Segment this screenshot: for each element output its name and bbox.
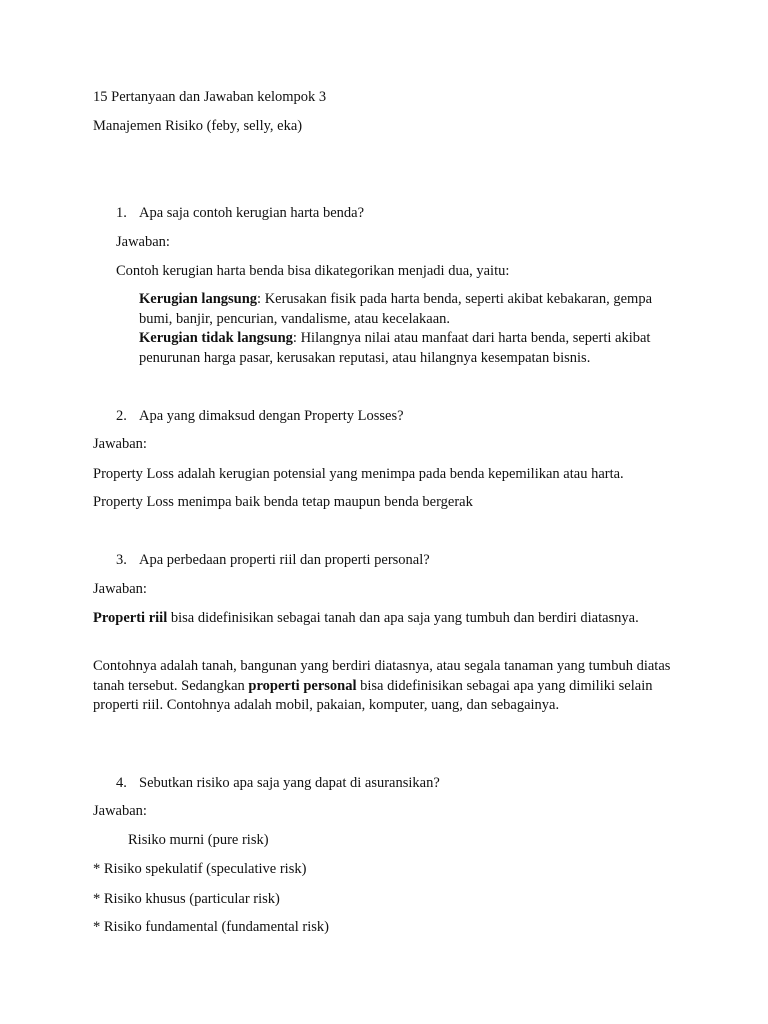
q1-direct-term: Kerugian langsung (139, 291, 258, 307)
q2-answer-line2: Property Loss menimpa baik benda tetap maupun benda bergerak (93, 494, 473, 510)
q4-item: * Risiko khusus (particular risk) (93, 891, 280, 907)
q2-answer-label: Jawaban: (93, 436, 147, 452)
q1-indirect-loss (139, 329, 679, 368)
q1-indirect-term: Kerugian tidak langsung (139, 330, 293, 346)
q1-indirect-text: : Hilangnya nilai atau manfaat dari harta benda, seperti akibat penurunan harga pasar, kerusakan reputasi, atau hilangnya kesempatan bisnis. (139, 330, 651, 366)
q3-answer-label: Jawaban: (93, 581, 147, 597)
q3-riil-paragraph (93, 609, 653, 629)
q3-personal-paragraph (93, 657, 678, 716)
q3-p2-before: Contohnya adalah tanah, bangunan yang berdiri diatasnya, atau segala tanaman yang tumbuh diatas tanah tersebut. Sedangkan (93, 658, 671, 694)
q1-direct-loss (139, 290, 679, 329)
document-title: 15 Pertanyaan dan Jawaban kelompok 3 (93, 89, 327, 105)
q4-item: * Risiko spekulatif (speculative risk) (93, 861, 307, 877)
q1-number: 1. (116, 205, 127, 221)
q2-answer-line1: Property Loss adalah kerugian potensial yang menimpa pada benda kepemilikan atau harta. (93, 466, 624, 482)
q1-direct-text: : Kerusakan fisik pada harta benda, seperti akibat kebakaran, gempa bumi, banjir, pencurian, vandalisme, atau kecelakaan. (139, 291, 653, 327)
q4-item: * Risiko fundamental (fundamental risk) (93, 919, 329, 935)
q3-p2-after: bisa didefinisikan sebagai apa yang dimiliki selain properti riil. Contohnya adalah mobil, pakaian, komputer, uang, dan sebagainya. (93, 677, 653, 713)
q2-question: Apa yang dimaksud dengan Property Losses? (139, 408, 404, 424)
q4-answer-label: Jawaban: (93, 803, 147, 819)
q3-personal-term: properti personal (248, 677, 357, 694)
q3-riil-text: bisa didefinisikan sebagai tanah dan apa saja yang tumbuh dan berdiri diatasnya. (167, 610, 639, 626)
q1-answer-label: Jawaban: (116, 234, 170, 250)
q3-riil-term: Properti riil (93, 610, 168, 626)
q3-number: 3. (116, 552, 127, 568)
q4-item: Risiko murni (pure risk) (128, 832, 269, 848)
q3-question: Apa perbedaan properti riil dan properti personal? (139, 552, 430, 568)
q4-number: 4. (116, 775, 127, 791)
q4-question: Sebutkan risiko apa saja yang dapat di asuransikan? (139, 775, 440, 791)
q1-intro: Contoh kerugian harta benda bisa dikategorikan menjadi dua, yaitu: (116, 263, 510, 279)
q2-number: 2. (116, 408, 127, 424)
q1-question: Apa saja contoh kerugian harta benda? (139, 205, 365, 221)
document-subtitle: Manajemen Risiko (feby, selly, eka) (93, 118, 303, 134)
